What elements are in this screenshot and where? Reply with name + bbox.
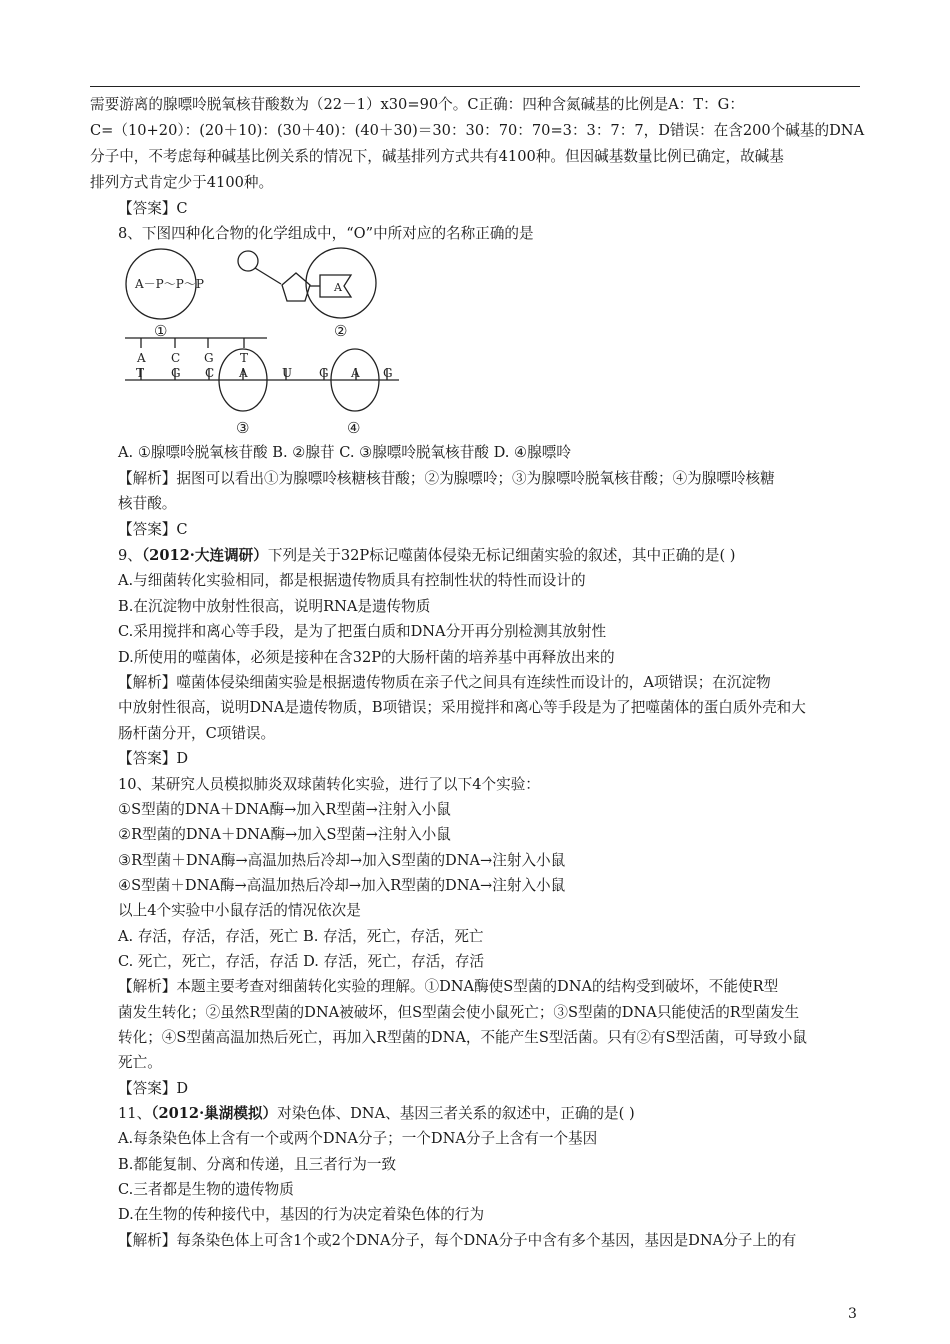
q10-stem: 10、某研究人员模拟肺炎双球菌转化实验，进行了以下4个实验： [118, 776, 540, 793]
label-1: ① [154, 322, 168, 340]
q11-option-d: D.在生物的传种接代中，基因的行为决定着染色体的行为 [118, 1206, 485, 1223]
q10-exp-1: ①S型菌的DNA＋DNA酶→加入R型菌→注射入小鼠 [118, 801, 451, 818]
q10-exp-4: ④S型菌＋DNA酶→高温加热后冷却→加入R型菌的DNA→注射入小鼠 [118, 877, 566, 894]
base: T [136, 366, 145, 380]
q8-answer: 【答案】C [118, 521, 188, 538]
q10-exp-3: ③R型菌＋DNA酶→高温加热后冷却→加入S型菌的DNA→注射入小鼠 [118, 852, 566, 869]
text-line: C=（10+20）：(20＋10)：(30＋40)：(40＋30)＝30：30：70：70=3：3：7：7，D错误：在含200个碱基的DNA [90, 122, 865, 139]
text-line: 需要游离的腺嘌呤脱氧核苷酸数为（22－1）x30=90个。C正确：四种含氮碱基的比例是A：T：G： [90, 96, 744, 113]
base: G [204, 351, 214, 365]
base: C [205, 366, 215, 380]
q10-analysis: 转化；④S型菌高温加热后死亡，再加入R型菌的DNA，不能产生S型活菌。只有②有S型活菌，可导致小鼠 [118, 1029, 807, 1046]
c2-label: A [334, 281, 342, 294]
q9-option-c: C.采用搅拌和离心等手段，是为了把蛋白质和DNA分开再分别检测其放射性 [118, 623, 607, 640]
base: G [171, 366, 181, 380]
q10-analysis: 【解析】本题主要考查对细菌转化实验的理解。①DNA酶使S型菌的DNA的结构受到破坏，不能使R型 [118, 978, 779, 995]
base: G [319, 366, 329, 380]
q9-option-d: D.所使用的噬菌体，必须是接种在含32P的大肠杆菌的培养基中再释放出来的 [118, 649, 615, 666]
base: A [137, 351, 146, 365]
header-rule [90, 86, 860, 87]
q10-question: 以上4个实验中小鼠存活的情况依次是 [118, 902, 361, 919]
q11-option-a: A.每条染色体上含有一个或两个DNA分子；一个DNA分子上含有一个基因 [118, 1130, 598, 1147]
q10-analysis: 菌发生转化；②虽然R型菌的DNA被破坏，但S型菌会使小鼠死亡；③S型菌的DNA只能使活的R型菌发生 [118, 1004, 800, 1021]
nucleotide-figure [115, 245, 415, 440]
q11-option-c: C.三者都是生物的遗传物质 [118, 1181, 294, 1198]
q8-stem: 8、下图四种化合物的化学组成中，“O”中所对应的名称正确的是 [118, 225, 534, 242]
q9-option-b: B.在沉淀物中放射性很高，说明RNA是遗传物质 [118, 598, 431, 615]
q11-stem: 11、（2012·巢湖模拟）对染色体、DNA、基因三者关系的叙述中，正确的是( ) [118, 1105, 635, 1122]
base: U [282, 366, 293, 380]
q8-analysis: 核苷酸。 [118, 495, 177, 512]
q10-analysis: 死亡。 [118, 1054, 162, 1071]
q10-answer: 【答案】D [118, 1080, 189, 1097]
text-line: 分子中，不考虑每种碱基比例关系的情况下，碱基排列方式共有4100种。但因碱基数量比例已确定，故碱基 [90, 148, 784, 165]
q9-analysis: 【解析】噬菌体侵染细菌实验是根据遗传物质在亲子代之间具有连续性而设计的，A项错误；在沉淀物 [118, 674, 771, 691]
q10-options: A. 存活，存活，存活，死亡 B. 存活，死亡，存活，死亡 [118, 928, 484, 945]
q9-analysis: 肠杆菌分开，C项错误。 [118, 725, 276, 742]
q9-answer: 【答案】D [118, 750, 189, 767]
c1-label: A－P～P～P [135, 277, 204, 291]
base: C [171, 351, 181, 365]
q11-option-b: B.都能复制、分离和传递，且三者行为一致 [118, 1156, 397, 1173]
text-line: 排列方式肯定少于4100种。 [90, 174, 274, 191]
label-2: ② [334, 322, 348, 340]
label-4: ④ [347, 419, 361, 437]
q10-options: C. 死亡，死亡，存活，存活 D. 存活，死亡，存活，存活 [118, 953, 485, 970]
q9-analysis: 中放射性很高，说明DNA是遗传物质，B项错误；采用搅拌和离心等手段是为了把噬菌体的蛋白质外壳和大 [118, 699, 806, 716]
base: A [351, 366, 360, 380]
label-3: ③ [236, 419, 250, 437]
base: A [239, 366, 248, 380]
base: T [240, 351, 249, 365]
q7-answer: 【答案】C [118, 200, 188, 217]
page-number: 3 [848, 1306, 857, 1322]
q8-options: A. ①腺嘌呤脱氧核苷酸 B. ②腺苷 C. ③腺嘌呤脱氧核苷酸 D. ④腺嘌呤 [118, 444, 571, 461]
q11-analysis: 【解析】每条染色体上可含1个或2个DNA分子，每个DNA分子中含有多个基因，基因是DNA分子上的有 [118, 1232, 797, 1249]
q9-stem: 9、（2012·大连调研）下列是关于32P标记噬菌体侵染无标记细菌实验的叙述，其中正确的是( ) [118, 547, 736, 564]
q10-exp-2: ②R型菌的DNA＋DNA酶→加入S型菌→注射入小鼠 [118, 826, 451, 843]
q8-analysis: 【解析】据图可以看出①为腺嘌呤核糖核苷酸；②为腺嘌呤；③为腺嘌呤脱氧核苷酸；④为腺嘌呤核糖 [118, 470, 775, 487]
base: G [383, 366, 393, 380]
q9-option-a: A.与细菌转化实验相同，都是根据遗传物质具有控制性状的特性而设计的 [118, 572, 586, 589]
